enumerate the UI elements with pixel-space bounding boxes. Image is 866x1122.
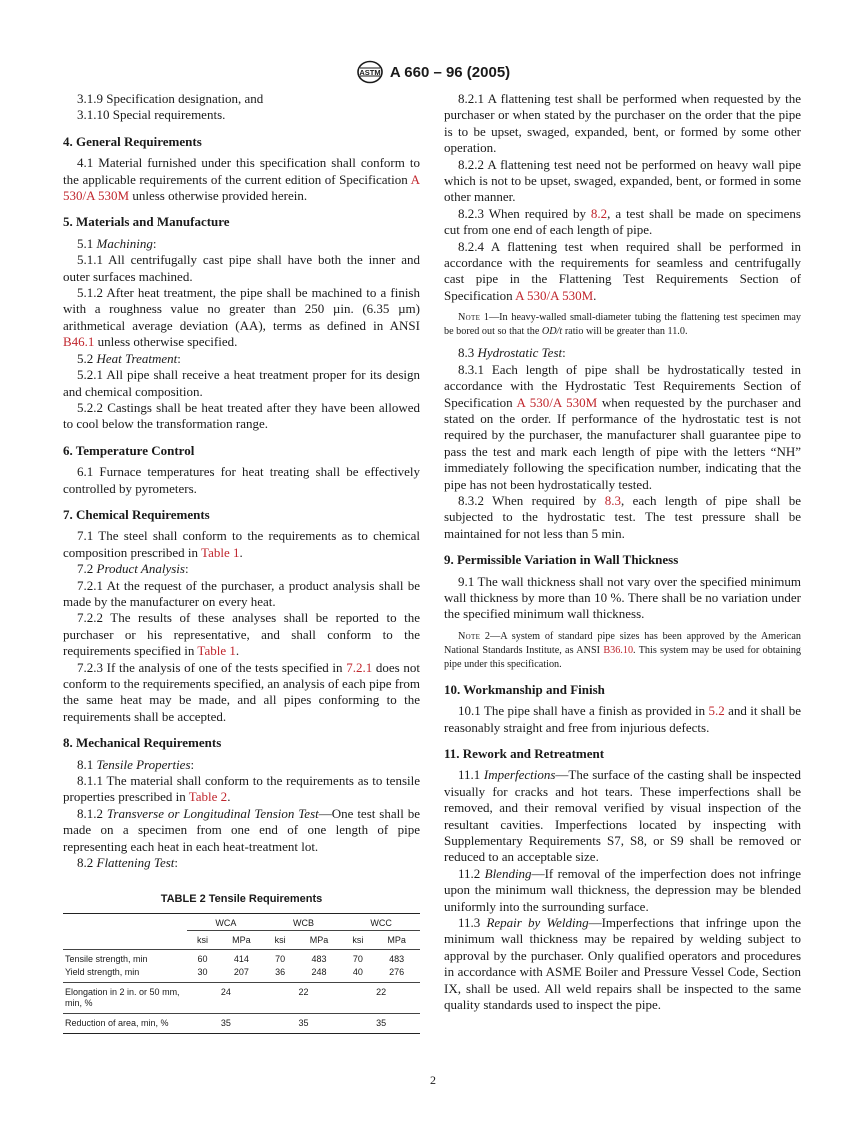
paragraph-8-1: 8.1 Tensile Properties:: [77, 756, 195, 772]
note-2: Note 2—A system of standard pipe sizes has been approved by the American National Standards Institute, as ANSI B36.10. This system may be used for obtaining pipe under this specification.: [444, 630, 802, 670]
right-column: [444, 91, 801, 1014]
section-heading-8: 8. Mechanical Requirements: [63, 735, 222, 751]
table-group-header: WCC: [342, 913, 420, 930]
section-heading-9: 9. Permissible Variation in Wall Thickness: [444, 552, 679, 568]
table-unit: ksi: [352, 934, 364, 945]
paragraph-11-3: 11.3 Repair by Welding—Imperfections that infringe upon the minimum wall thickness may be repaired by welding subject to approval by the purchaser. Only qualified operators and procedures in accordance with ASME Boiler and Pressure Vessel Code, Section IX, shall be used. All weld repairs shall be inspected to the same quality standards used to inspect the pipe.: [444, 915, 801, 1013]
table-cell: 483: [389, 953, 405, 964]
table-row-label: Yield strength, min: [65, 966, 140, 977]
table-cell: 35: [265, 1013, 343, 1033]
note-1: Note 1—In heavy-walled small-diameter tubing the flattening test specimen may be bored out so that the OD/t ratio will be greater than 11.0.: [444, 312, 801, 338]
tensile-requirements-table: [63, 913, 420, 1034]
table-unit: MPa: [232, 934, 251, 945]
table-row: [63, 966, 420, 983]
table-unit-row: [63, 930, 420, 949]
ref-b36-10[interactable]: B36.10: [603, 644, 634, 656]
ref-table-1[interactable]: Table 1: [201, 544, 240, 560]
table-cell: 35: [187, 1013, 265, 1033]
paragraph-8-1-2: 8.1.2 Transverse or Longitudinal Tension Test—One test shall be made on a specimen from one end of one length of pipe representing each heat in each heat-treatment lot.: [63, 805, 420, 854]
paragraph-8-2-3: 8.2.3 When required by 8.2, a test shall be made on specimens cut from one end of each length of pipe.: [444, 205, 801, 238]
ref-table-2[interactable]: Table 2: [188, 789, 228, 805]
table-row-label: Tensile strength, min: [65, 953, 148, 964]
paragraph-9-1: 9.1 The wall thickness shall not vary over the specified minimum wall thickness by more than 10 %. There shall be no variation under the specified minimum wall thickness.: [444, 573, 801, 622]
table-row: [63, 1013, 420, 1033]
table-cell: 207: [233, 966, 249, 977]
table-cell: 70: [352, 953, 363, 964]
paragraph-5-2-2: 5.2.2 Castings shall be heat treated after they have been allowed to cool below the transformation range.: [63, 399, 420, 432]
table-cell: 22: [342, 982, 420, 1013]
table-row: [63, 949, 420, 966]
table-cell: 24: [187, 982, 265, 1013]
paragraph-5-2: 5.2 Heat Treatment:: [77, 350, 181, 366]
section-heading-4: 4. General Requirements: [63, 133, 202, 149]
paragraph-8-2-4: 8.2.4 A flattening test when required shall be performed in accordance with the requirements for seamless and centrifugally cast pipe in the Flattening Test Requirements Section of Specification A 530/A 530M.: [444, 238, 801, 303]
paragraph-8-3-1: 8.3.1 Each length of pipe shall be hydrostatically tested in accordance with the Hydrostatic Test Requirements Section of Specification A 530/A 530M when requested by the purchaser and stated on the order. If performance of the hydrostatic test is not required by the purchaser, the manufacturer shall guarantee pipe to pass the test and mark each length of pipe with the letters “NH” immediately following the specification number, indicating that the pipe has not been hydrostatically tested.: [444, 361, 802, 492]
table-cell: 70: [275, 953, 286, 964]
section-heading-6: 6. Temperature Control: [63, 442, 195, 458]
table-group-header-row: [63, 913, 420, 930]
document-designation: A 660 – 96 (2005): [389, 63, 511, 81]
section-heading-7: 7. Chemical Requirements: [63, 506, 210, 522]
paragraph-3-1-9: 3.1.9 Specification designation, and: [77, 91, 264, 106]
section-heading-11: 11. Rework and Retreatment: [444, 746, 605, 761]
section-heading-10: 10. Workmanship and Finish: [444, 681, 605, 697]
table-cell: 40: [352, 966, 363, 977]
paragraph-8-2: 8.2 Flattening Test:: [77, 855, 179, 871]
svg-text:ASTM: ASTM: [359, 67, 381, 77]
paragraph-11-2: 11.2 Blending—If removal of the imperfection does not infringe upon the minimum wall thickness, the depression may be blended uniformly into the surrounding surface.: [444, 865, 801, 914]
table-unit: MPa: [387, 934, 406, 945]
paragraph-6-1: 6.1 Furnace temperatures for heat treating shall be effectively controlled by pyrometers.: [63, 464, 420, 496]
paragraph-7-2-1: 7.2.1 At the request of the purchaser, a product analysis shall be made by the manufacturer on every heat.: [63, 577, 420, 609]
table-2: [63, 891, 420, 1033]
page-header: [0, 60, 866, 84]
table-cell: 60: [197, 953, 208, 964]
paragraph-8-3: 8.3 Hydrostatic Test:: [458, 345, 566, 361]
table-unit: ksi: [197, 934, 209, 945]
left-column: [63, 91, 420, 1034]
table-group-header: WCB: [265, 913, 343, 930]
section-heading-5: 5. Materials and Manufacture: [63, 214, 230, 230]
table-cell: 30: [197, 966, 208, 977]
paragraph-7-2-2: 7.2.2 The results of these analyses shall be reported to the purchaser or his representative, and shall conform to the requirements specified in Table 1.: [63, 610, 420, 659]
paragraph-7-2-3: 7.2.3 If the analysis of one of the tests specified in 7.2.1 does not conform to the requirements specified, an analysis of each pipe from the same heat may be made, and all pipes conforming to the requirements shall be accepted.: [63, 659, 421, 724]
table-row: [63, 982, 420, 1013]
paragraph-8-2-1: 8.2.1 A flattening test shall be performed when requested by the purchaser or when stated by the purchaser on the order that the pipe is to be upset, swaged, expanded, bent, or formed by some other operation.: [444, 91, 801, 156]
ref-a530[interactable]: A 530/A 530M: [515, 287, 594, 303]
table-cell: 276: [389, 966, 405, 977]
paragraph-7-1: 7.1 The steel shall conform to the requirements as to chemical composition prescribed in Table 1.: [63, 528, 420, 560]
paragraph-5-1-2: 5.1.2 After heat treatment, the pipe shall be machined to a finish with a roughness value no greater than 250 µin. (6.35 µm) arithmetical average deviation (AA), terms as defined in ANSI B46.1 unless otherwise specified.: [63, 285, 420, 350]
paragraph-8-2-2: 8.2.2 A flattening test need not be performed on heavy wall pipe which is not to be upset, swaged, expanded, bent, or formed in some other manner.: [444, 156, 801, 205]
table-cell: 414: [233, 953, 249, 964]
ref-5-2[interactable]: 5.2: [708, 703, 725, 719]
table-cell: 36: [275, 966, 286, 977]
paragraph-5-1-1: 5.1.1 All centrifugally cast pipe shall have both the inner and outer surfaces machined.: [63, 252, 420, 284]
paragraph-11-1: 11.1 Imperfections—The surface of the casting shall be inspected visually for cracks and hot tears. These imperfections shall be removed, and their removal verified by visual inspection of the resultant cavities. Imperfections located by inspecting with Supplementary Requirements S7, S8, or S9 shall be removed or reduced to an acceptable size.: [444, 767, 801, 865]
paragraph-10-1: 10.1 The pipe shall have a finish as provided in 5.2 and it shall be reasonably straight and free from injurious defects.: [444, 703, 802, 735]
table-group-header: WCA: [187, 913, 265, 930]
paragraph-8-3-2: 8.3.2 When required by 8.3, each length of pipe shall be subjected to the hydrostatic test. The test pressure shall be maintained for not less than 5 min.: [444, 492, 801, 541]
ref-a530[interactable]: A 530/A 530M: [63, 171, 420, 204]
ref-a530[interactable]: A 530/A 530M: [516, 394, 598, 410]
ref-8-3[interactable]: 8.3: [604, 492, 621, 508]
paragraph-3-1-10: 3.1.10 Special requirements.: [77, 107, 226, 123]
ref-8-2[interactable]: 8.2: [590, 205, 608, 221]
table-unit: MPa: [309, 934, 329, 945]
ref-b46-1[interactable]: B46.1: [63, 334, 95, 350]
page-number: 2: [430, 1073, 436, 1087]
astm-logo-icon: [356, 60, 384, 84]
paragraph-5-1: 5.1 Machining:: [77, 235, 157, 251]
table-cell: 35: [342, 1013, 420, 1033]
table-cell: 248: [311, 966, 327, 977]
paragraph-4-1: 4.1 Material furnished under this specification shall conform to the applicable requirements of the current edition of Specification A 530/A 530M unless otherwise provided herein.: [63, 155, 420, 204]
table-row-label: Reduction of area, min, %: [63, 1013, 187, 1033]
table-cell: 22: [265, 982, 343, 1013]
ref-table-1[interactable]: Table 1: [197, 643, 236, 659]
table-cell: 483: [311, 953, 327, 964]
paragraph-7-2: 7.2 Product Analysis:: [77, 561, 189, 577]
table-unit: ksi: [274, 934, 286, 945]
ref-7-2-1[interactable]: 7.2.1: [346, 659, 373, 675]
table-title: TABLE 2 Tensile Requirements: [160, 893, 323, 906]
paragraph-5-2-1: 5.2.1 All pipe shall receive a heat treatment proper for its design and chemical composition.: [63, 367, 420, 399]
table-row-label: Elongation in 2 in. or 50 mm, min, %: [63, 982, 187, 1013]
paragraph-8-1-1: 8.1.1 The material shall conform to the requirements as to tensile properties prescribed in Table 2.: [63, 773, 420, 805]
